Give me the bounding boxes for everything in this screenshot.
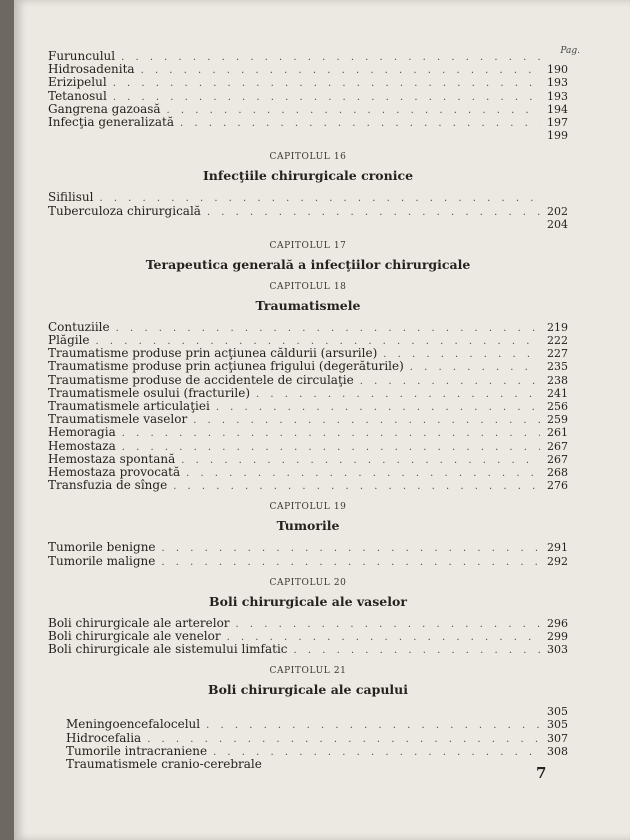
- entry-title: Traumatisme produse de accidentele de circulaţie: [48, 372, 354, 387]
- entry-title: Tetanosul: [48, 88, 107, 103]
- entry-title: Traumatismele vaselor: [48, 412, 188, 427]
- dot-leader: [181, 454, 540, 467]
- chapter-entries: [48, 705, 568, 771]
- toc-entry: [48, 541, 568, 554]
- entry-title: Infecţia generalizată: [48, 114, 174, 129]
- toc-entry: [48, 374, 568, 387]
- toc-entry: [66, 718, 568, 731]
- entry-page: 241: [547, 386, 568, 400]
- dot-leader: [410, 361, 540, 374]
- toc-entry: [48, 63, 568, 76]
- dot-leader: [121, 51, 540, 64]
- chapter-label: CAPITOLUL 19: [269, 502, 347, 513]
- entry-page: 261: [547, 426, 568, 440]
- toc-entry: [66, 758, 568, 771]
- entry-page: 204: [547, 217, 568, 231]
- entry-title: Tumorile maligne: [48, 553, 156, 568]
- dot-leader: [116, 322, 540, 335]
- entry-page: 190: [547, 63, 568, 77]
- chapter-label: CAPITOLUL 18: [269, 281, 347, 292]
- toc-entry: [48, 205, 568, 218]
- chapter-title: Boli chirurgicale ale capului: [208, 682, 408, 698]
- dot-leader: [122, 427, 540, 440]
- entry-page: 197: [547, 115, 568, 129]
- entry-title: Meningoencefalocelul: [66, 717, 201, 732]
- dot-leader: [113, 91, 540, 104]
- entry-title: Sifilisul: [48, 190, 94, 205]
- dot-leader: [186, 467, 540, 480]
- entry-page: 296: [547, 616, 568, 630]
- toc-entry: [48, 116, 568, 129]
- chapter-entries: [48, 321, 568, 492]
- chapter-entries: [48, 617, 568, 657]
- toc-entry: [48, 617, 568, 630]
- entry-page: 227: [547, 347, 568, 361]
- entry-title: Boli chirurgicale ale venelor: [48, 628, 221, 643]
- entry-title: Hidrosadenita: [48, 62, 135, 77]
- entry-page: 219: [547, 320, 568, 334]
- page-column-label: Pag.: [560, 46, 580, 56]
- entry-page: 307: [547, 731, 568, 745]
- entry-page: 238: [547, 373, 568, 387]
- entry-title: Traumatisme produse prin acţiunea frigului (degerăturile): [48, 359, 404, 374]
- entry-page: 259: [547, 413, 568, 427]
- entry-title: Tumorile intracraniene: [66, 743, 208, 758]
- dot-leader: [162, 542, 540, 555]
- toc-entry: [48, 360, 568, 373]
- entry-page: 256: [547, 400, 568, 413]
- dot-leader: [207, 206, 540, 219]
- entry-page: 276: [547, 479, 568, 493]
- entry-page: 199: [547, 129, 568, 143]
- top-entries: [48, 50, 568, 142]
- entry-page: 267: [547, 452, 568, 466]
- toc-entry: [48, 643, 568, 656]
- chapter-title: Tumorile: [276, 518, 340, 534]
- entry-title: Hidrocefalia: [66, 730, 142, 745]
- toc-entry: [48, 103, 568, 116]
- entry-title: Furunculul: [48, 49, 116, 63]
- entry-title: Boli chirurgicale ale arterelor: [48, 615, 230, 630]
- dot-leader: [193, 414, 540, 427]
- toc-entry: [48, 129, 568, 142]
- entry-title: Traumatismele articulaţiei: [48, 399, 210, 413]
- entry-page: 202: [547, 204, 568, 218]
- entry-title: Tumorile benigne: [48, 540, 156, 555]
- table-of-contents: [48, 46, 580, 771]
- entry-title: Plăgile: [48, 333, 90, 348]
- dot-leader: [141, 64, 540, 77]
- entry-page: 305: [547, 718, 568, 732]
- chapter-label: CAPITOLUL 20: [269, 577, 347, 588]
- chapter-entries: [48, 191, 568, 231]
- page-number: 7: [536, 764, 547, 782]
- entry-title: Hemostaza: [48, 438, 116, 453]
- entry-title: Transfuzia de sînge: [48, 478, 168, 493]
- chapter-label: CAPITOLUL 16: [269, 152, 347, 163]
- dot-leader: [256, 388, 540, 401]
- toc-entry: [48, 479, 568, 492]
- entry-page: 235: [547, 360, 568, 374]
- dot-leader: [122, 441, 540, 454]
- entry-title: Boli chirurgicale ale sistemului limfatic: [48, 642, 288, 657]
- dot-leader: [180, 117, 540, 130]
- chapter-label: CAPITOLUL 17: [269, 240, 347, 251]
- chapter-label: CAPITOLUL 21: [269, 666, 347, 677]
- entry-page: 194: [547, 102, 568, 116]
- entry-title: Gangrena gazoasă: [48, 101, 161, 116]
- dot-leader: [236, 618, 540, 631]
- toc-entry: [48, 426, 568, 439]
- toc-entry: [66, 732, 568, 745]
- toc-entry: [48, 218, 568, 231]
- chapter-entries: [48, 541, 568, 567]
- entry-page: 291: [547, 541, 568, 555]
- toc-entry: [48, 555, 568, 568]
- chapter-title: Boli chirurgicale ale vaselor: [209, 593, 407, 609]
- entry-title: Contuziile: [48, 319, 110, 334]
- entry-page: 308: [547, 744, 568, 758]
- dot-leader: [173, 480, 540, 493]
- toc-entry: [48, 76, 568, 89]
- entry-title: Tuberculoza chirurgicală: [48, 203, 201, 218]
- toc-entry: [48, 453, 568, 466]
- entry-page: 193: [547, 89, 568, 103]
- entry-title: Hemostaza spontană: [48, 451, 176, 466]
- dot-leader: [113, 77, 540, 90]
- dot-leader: [206, 719, 540, 732]
- entry-title: Hemoragia: [48, 425, 116, 440]
- book-page: [14, 0, 630, 840]
- chapter-title: Infecţiile chirurgicale cronice: [202, 168, 414, 184]
- toc-entry: [48, 90, 568, 103]
- entry-page: 303: [547, 643, 568, 657]
- toc-entry: [48, 440, 568, 453]
- entry-title: Hemostaza provocată: [48, 464, 181, 479]
- entry-page: 299: [547, 629, 568, 643]
- toc-entry: [48, 191, 568, 204]
- chapter-title: Traumatismele: [255, 297, 361, 313]
- toc-entry: [48, 321, 568, 334]
- entry-page: 305: [547, 705, 568, 719]
- entry-page: 292: [547, 554, 568, 568]
- toc-entry: [48, 413, 568, 426]
- entry-title: Traumatismele cranio-cerebrale: [66, 757, 262, 771]
- entry-page: 268: [547, 465, 568, 479]
- dot-leader: [360, 375, 540, 388]
- entry-page: 267: [547, 439, 568, 453]
- entry-title: Erizipelul: [48, 75, 107, 90]
- dot-leader: [161, 556, 540, 569]
- entry-page: 222: [547, 334, 568, 348]
- entry-page: 193: [547, 76, 568, 90]
- entry-title: Traumatismele osului (fracturile): [48, 385, 251, 400]
- dot-leader: [294, 644, 540, 657]
- dot-leader: [216, 401, 540, 414]
- entry-title: Traumatisme produse prin acţiunea căldurii (arsurile): [48, 346, 378, 361]
- dot-leader: [167, 104, 540, 117]
- chapter-title: Terapeutica generală a infecţiilor chirurgicale: [145, 256, 471, 272]
